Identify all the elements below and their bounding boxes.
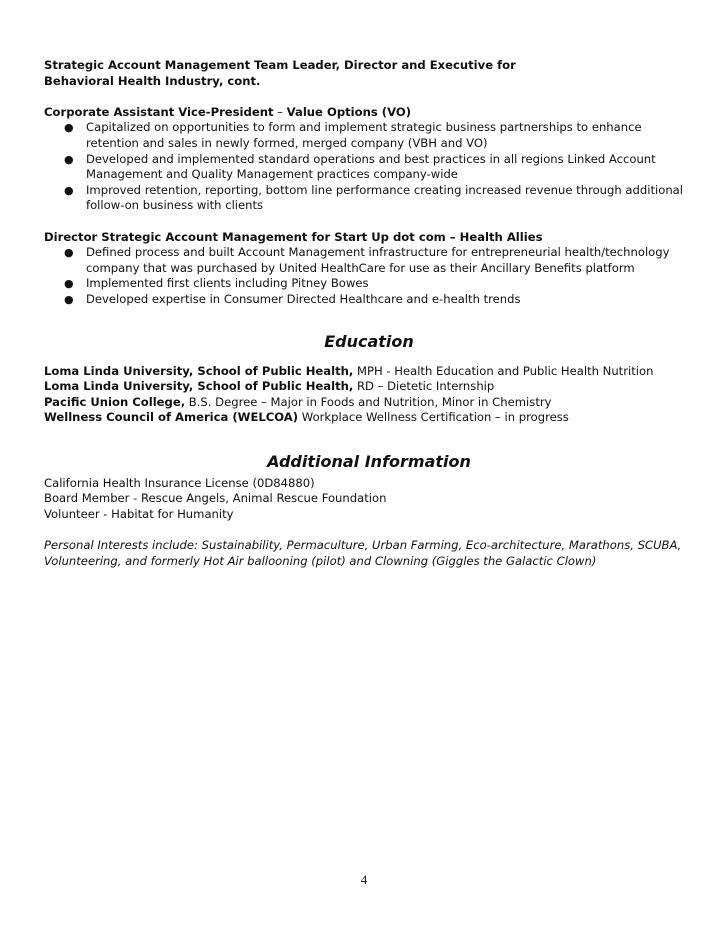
education-line: Wellness Council of America (WELCOA) Workplace Wellness Certification – in progress <box>44 410 569 425</box>
education-line: Pacific Union College, B.S. Degree – Major in Foods and Nutrition, Minor in Chemistry <box>44 394 552 409</box>
section-header <box>44 58 694 89</box>
job-vo-title-org: Value Options (VO) <box>286 104 412 119</box>
bullet-icon: ● <box>64 183 74 197</box>
section-header-line2: Behavioral Health Industry, cont. <box>44 73 261 88</box>
bullet-icon: ● <box>64 152 74 166</box>
list-item: ● Developed and implemented standard operations and best practices in all regions Linked Account Management and Quality Management practices company-wide <box>64 151 656 182</box>
bullet-icon: ● <box>64 292 74 306</box>
bullet-icon: ● <box>64 246 74 260</box>
list-item: ● Implemented first clients including Pitney Bowes <box>64 276 369 291</box>
job-vo-title <box>44 105 694 121</box>
additional-info-line: Board Member - Rescue Angels, Animal Rescue Foundation <box>44 491 387 506</box>
list-item: ● Developed expertise in Consumer Directed Healthcare and e-health trends <box>64 291 521 306</box>
job-health-allies <box>44 230 694 308</box>
section-header-line1: Strategic Account Management Team Leader, Director and Executive for <box>44 58 516 72</box>
education-line: Loma Linda University, School of Public Health, MPH - Health Education and Public Health Nutrition <box>44 363 654 378</box>
job-health-allies-title: Director Strategic Account Management for Start Up dot com – Health Allies <box>44 229 543 244</box>
education-heading: Education <box>324 331 414 351</box>
job-vo-title-sep: – <box>273 104 287 119</box>
job-vo-title-role: Corporate Assistant Vice-President <box>44 104 274 119</box>
additional-info-line: California Health Insurance License (0D84880) <box>44 475 315 490</box>
education-line: Loma Linda University, School of Public Health, RD – Dietetic Internship <box>44 379 495 394</box>
job-vo-bullets <box>44 120 694 214</box>
job-health-allies-bullets <box>44 245 694 307</box>
page-content <box>44 58 694 569</box>
bullet-icon: ● <box>64 277 74 291</box>
personal-interests: Personal Interests include: Sustainability, Permaculture, Urban Farming, Eco-architecture, Marathons, SCUBA, Volunteering, and formerly Hot Air ballooning (pilot) and Clowning (Giggles the Galactic Clown) <box>44 538 682 568</box>
bullet-icon: ● <box>64 121 74 135</box>
education-list <box>44 364 694 426</box>
additional-info-list <box>44 476 694 523</box>
list-item: ● Defined process and built Account Management infrastructure for entrepreneurial health/technology company that was purchased by United HealthCare for use as their Ancillary Benefits platform <box>64 245 670 275</box>
page-number: 4 <box>360 872 368 887</box>
list-item: ● Capitalized on opportunities to form and implement strategic business partnerships to enhance retention and sales in newly formed, merged company (VBH and VO) <box>64 120 642 150</box>
job-vo <box>44 105 694 214</box>
additional-info-heading: Additional Information <box>267 451 471 471</box>
list-item: ● Improved retention, reporting, bottom line performance creating increased revenue through additional follow-on business with clients <box>64 182 683 213</box>
additional-info-line: Volunteer - Habitat for Humanity <box>44 507 234 522</box>
